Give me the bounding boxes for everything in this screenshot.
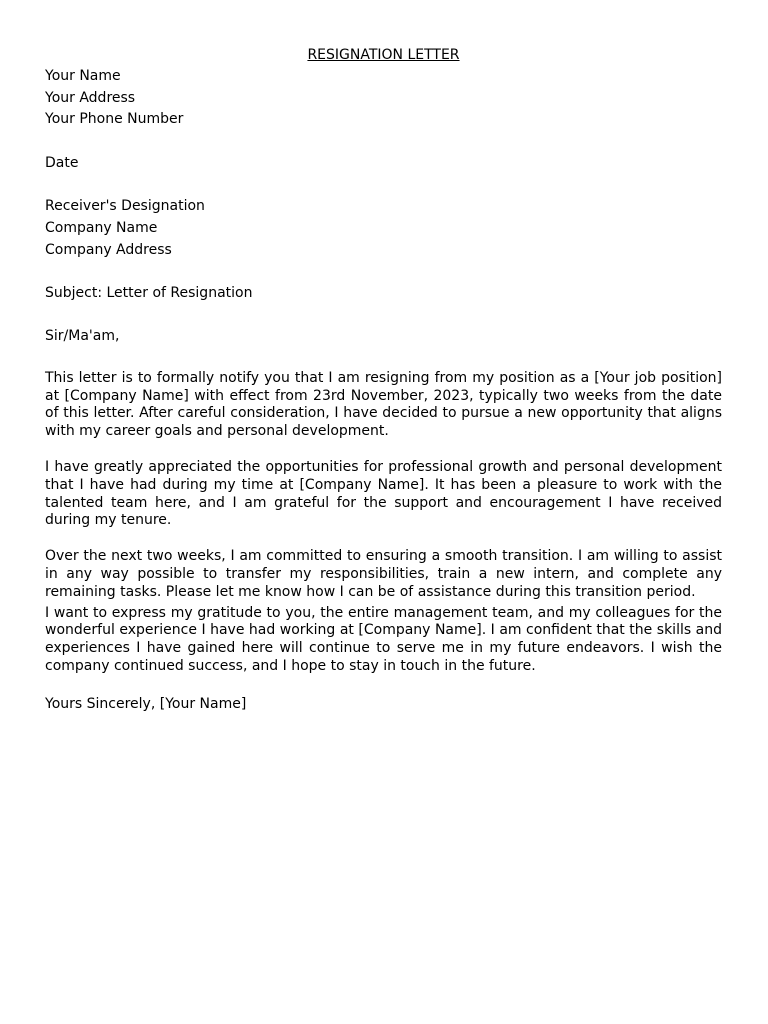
- receiver-designation: Receiver's Designation: [45, 198, 205, 215]
- sender-phone: Your Phone Number: [45, 111, 184, 128]
- letter-subject: Subject: Letter of Resignation: [45, 284, 253, 301]
- receiver-company-address: Company Address: [45, 241, 172, 258]
- sender-address: Your Address: [45, 89, 136, 106]
- closing-signature: Yours Sincerely, [Your Name]: [45, 695, 247, 712]
- body-paragraph-1: This letter is to formally notify you that I am resigning from my position as a [Your job position] at [Company Name] with effect from 23rd November, 2023, typically two weeks from the date of this letter. After careful consideration, I have decided to pursue a new opportunity that aligns with my career goals and personal development.: [45, 369, 722, 440]
- salutation: Sir/Ma'am,: [45, 328, 120, 345]
- letter-page: [45, 44, 722, 715]
- sender-name: Your Name: [45, 68, 121, 84]
- receiver-company-name: Company Name: [45, 219, 158, 236]
- body-paragraph-2: I have greatly appreciated the opportunities for professional growth and personal development that I have had during my time at [Company Name]. It has been a pleasure to work with the talented team here, and I am grateful for the support and encouragement I have received during my tenure.: [45, 458, 722, 529]
- document-title: RESIGNATION LETTER: [307, 47, 460, 63]
- letter-date: Date: [45, 154, 79, 171]
- body-paragraph-4: I want to express my gratitude to you, the entire management team, and my colleagues for the wonderful experience I have had working at [Company Name]. I am confident that the skills and experiences I have gained here will continue to serve me in my future endeavors. I wish the company continued success, and I hope to stay in touch in the future.: [45, 604, 722, 674]
- body-paragraph-3: Over the next two weeks, I am committed to ensuring a smooth transition. I am willing to assist in any way possible to transfer my responsibilities, train a new intern, and complete any remaining tasks. Please let me know how I can be of assistance during this transition period.: [45, 548, 722, 600]
